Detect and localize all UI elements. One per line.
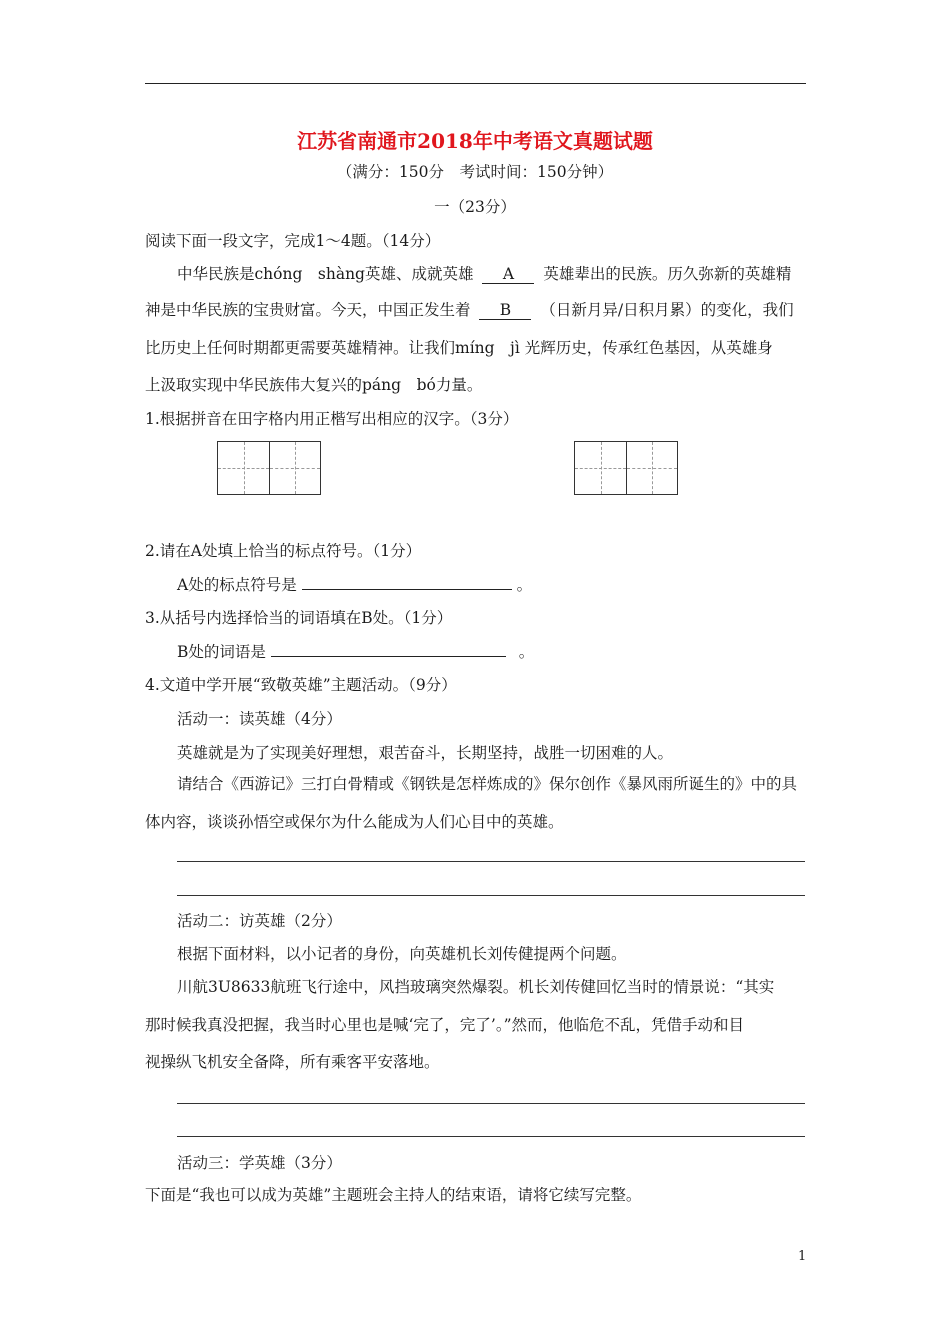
answer-line[interactable]	[177, 1103, 805, 1104]
activity-1-prompt-1: 请结合《西游记》三打白骨精或《钢铁是怎样炼成的》保尔创作《暴风雨所诞生的》中的具	[177, 775, 798, 793]
question-1: 1.根据拼音在田字格内用正楷写出相应的汉字。（3分）	[145, 410, 519, 428]
blank-a: A	[482, 265, 534, 284]
answer-blank-a[interactable]	[302, 589, 512, 590]
page-number: 1	[798, 1249, 807, 1264]
activity-1-title: 活动一：读英雄（4分）	[177, 710, 342, 728]
activity-2-material-1: 川航3U8633航班飞行途中，风挡玻璃突然爆裂。机长刘传健回忆当时的情景说：“其实	[177, 978, 775, 996]
passage-instruction: 阅读下面一段文字，完成1～4题。（14分）	[145, 232, 441, 250]
tianzi-cell[interactable]	[218, 442, 269, 494]
activity-2-material-3: 视操纵飞机安全备降，所有乘客平安落地。	[145, 1053, 440, 1071]
activity-1-prompt-2: 体内容，谈谈孙悟空或保尔为什么能成为人们心目中的英雄。	[145, 813, 564, 831]
answer-line[interactable]	[177, 1136, 805, 1137]
activity-2-prompt: 根据下面材料，以小记者的身份，向英雄机长刘传健提两个问题。	[177, 945, 627, 963]
passage-line-1-post: 英雄辈出的民族。历久弥新的英雄精	[543, 265, 792, 283]
question-3: 3.从括号内选择恰当的词语填在B处。（1分）	[145, 609, 453, 627]
passage-line-1-pre: 中华民族是chóng shàng英雄、成就英雄	[177, 265, 474, 283]
question-2-answer	[177, 575, 532, 595]
question-2: 2.请在A处填上恰当的标点符号。（1分）	[145, 542, 422, 560]
activity-3-prompt: 下面是“我也可以成为英雄”主题班会主持人的结束语，请将它续写完整。	[145, 1186, 642, 1204]
passage-line-4: 上汲取实现中华民族伟大复兴的páng bó力量。	[145, 376, 483, 394]
question-4: 4.文道中学开展“致敬英雄”主题活动。（9分）	[145, 676, 457, 694]
passage-line-2	[145, 300, 794, 320]
passage-line-3: 比历史上任何时期都更需要英雄精神。让我们míng jì 光辉历史，传承红色基因，从英雄身	[145, 339, 773, 357]
tianzi-cell[interactable]	[575, 442, 626, 494]
passage-line-1	[177, 264, 791, 284]
score-info: （满分：150分 考试时间：150分钟）	[336, 163, 614, 181]
activity-3-title: 活动三：学英雄（3分）	[177, 1154, 342, 1172]
activity-2-title: 活动二：访英雄（2分）	[177, 912, 342, 930]
tianzi-grid-2[interactable]	[574, 441, 678, 495]
question-3-answer	[177, 642, 534, 662]
answer-line[interactable]	[177, 895, 805, 896]
activity-1-definition: 英雄就是为了实现美好理想，艰苦奋斗，长期坚持，战胜一切困难的人。	[177, 744, 674, 762]
header-rule	[145, 83, 806, 84]
passage-line-2-pre: 神是中华民族的宝贵财富。今天，中国正发生着	[145, 301, 471, 319]
section-heading: 一（23分）	[434, 198, 516, 216]
answer-end-b: 。	[518, 643, 535, 661]
passage-line-2-post: （日新月异/日积月累）的变化，我们	[540, 301, 794, 319]
exam-title: 江苏省南通市2018年中考语文真题试题	[297, 129, 653, 153]
answer-label-a: A处的标点符号是	[177, 576, 297, 594]
tianzi-cell[interactable]	[626, 442, 677, 494]
answer-blank-b[interactable]	[271, 656, 506, 657]
tianzi-cell[interactable]	[269, 442, 320, 494]
answer-line[interactable]	[177, 861, 805, 862]
activity-2-material-2: 那时候我真没把握，我当时心里也是喊‘完了，完了’。”然而，他临危不乱，凭借手动和目	[145, 1016, 745, 1034]
answer-end-a: 。	[516, 576, 533, 594]
blank-b: B	[479, 301, 531, 320]
tianzi-grid-1[interactable]	[217, 441, 321, 495]
answer-label-b: B处的词语是	[177, 643, 266, 661]
